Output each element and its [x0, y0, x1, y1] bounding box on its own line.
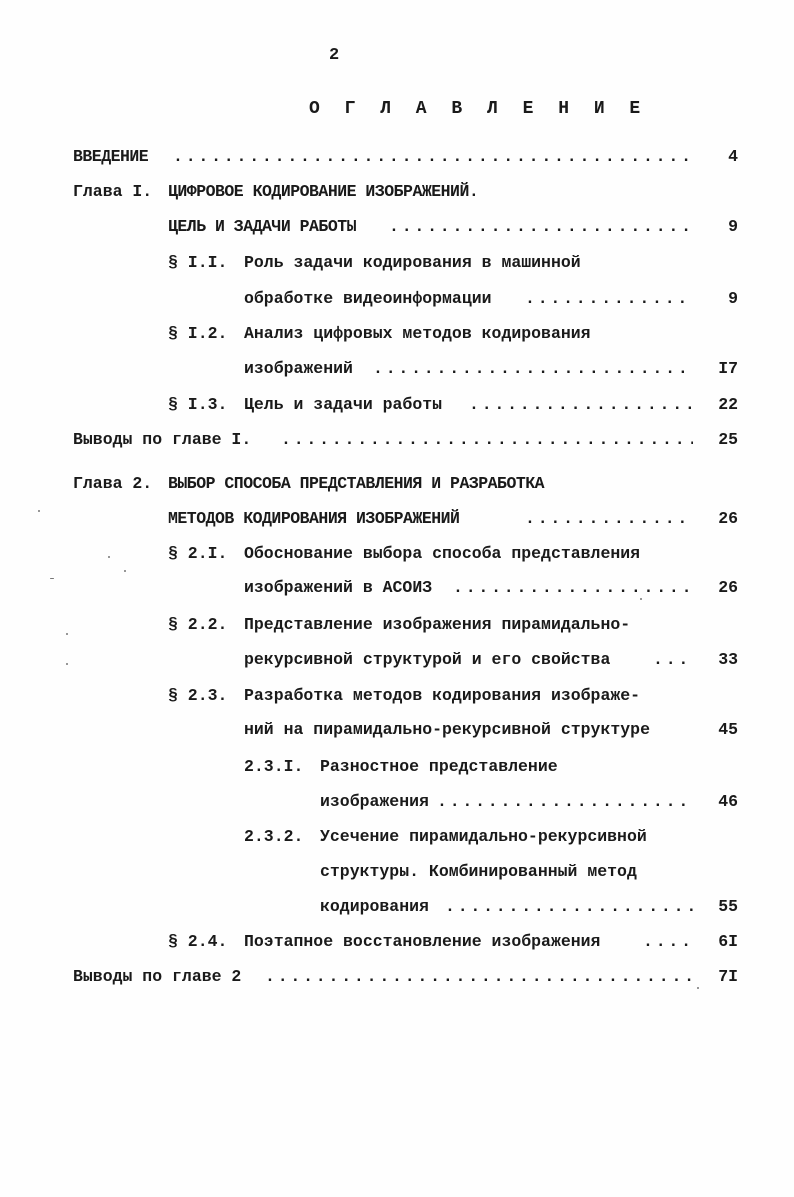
toc-subsection-2-3-2[interactable] — [73, 825, 738, 849]
dot-leader — [525, 507, 693, 531]
toc-subsection-2-3-2-cont2[interactable] — [73, 895, 738, 919]
toc-title: О Г Л А В Л Е Н И Е — [309, 99, 648, 119]
toc-section-1-1[interactable] — [73, 251, 738, 275]
section-title-line2: ний на пирамидально-рекурсивной структуре — [244, 720, 650, 739]
toc-page-number: 9 — [728, 217, 738, 236]
toc-page-number: 6I — [718, 932, 738, 951]
toc-section-1-3[interactable] — [73, 393, 738, 417]
toc-subsection-2-3-1-cont[interactable] — [73, 790, 738, 814]
scan-speck — [124, 570, 126, 572]
section-title-line1: Поэтапное восстановление изображения — [244, 932, 601, 951]
toc-page-number: 4 — [728, 147, 738, 166]
toc-section-1-2-cont[interactable] — [73, 357, 738, 381]
page-number: 2 — [329, 46, 340, 65]
toc-section-1-1-cont[interactable] — [73, 287, 738, 311]
dot-leader — [173, 145, 693, 169]
section-title-line1: Цель и задачи работы — [244, 395, 443, 414]
subsection-title-line2: структуры. Комбинированный метод — [320, 862, 637, 881]
section-title-line2: рекурсивной структурой и его свойства — [244, 650, 611, 669]
section-title-line1: Обоснование выбора способа представления — [244, 544, 641, 563]
toc-section-1-2[interactable] — [73, 322, 738, 346]
toc-entry-intro[interactable] — [73, 145, 738, 169]
dot-leader — [525, 287, 693, 311]
subsection-title-line1: Усечение пирамидально-рекурсивной — [320, 827, 647, 846]
toc-subsection-2-3-1[interactable] — [73, 755, 738, 779]
chapter-prefix: Глава 2. — [73, 474, 153, 493]
dot-leader — [265, 965, 693, 989]
chapter-title-line1: ЦИФРОВОЕ КОДИРОВАНИЕ ИЗОБРАЖЕНИЙ. — [168, 182, 479, 201]
dot-leader — [469, 393, 693, 417]
toc-section-2-3-cont[interactable] — [73, 718, 738, 742]
toc-section-2-1[interactable] — [73, 542, 738, 566]
subsection-title-line2: изображения — [320, 792, 429, 811]
toc-page-number: 9 — [728, 289, 738, 308]
section-title-line1: Разработка методов кодирования изображе- — [244, 686, 641, 705]
scan-speck — [108, 556, 110, 558]
toc-page-number: 25 — [718, 430, 738, 449]
toc-section-2-4[interactable] — [73, 930, 738, 954]
section-number: § I.I. — [168, 253, 228, 272]
subsection-title-line3: кодирования — [320, 897, 429, 916]
section-number: § I.3. — [168, 395, 228, 414]
toc-subsection-2-3-2-cont[interactable] — [73, 860, 738, 884]
subsection-number: 2.3.I. — [244, 757, 304, 776]
dot-leader — [437, 790, 693, 814]
dot-leader — [281, 428, 693, 452]
scan-speck — [640, 598, 642, 600]
toc-chapter-2-heading-cont[interactable] — [73, 507, 738, 531]
toc-entry-label: ВВЕДЕНИЕ — [73, 147, 149, 166]
subsection-title-line1: Разностное представление — [320, 757, 558, 776]
section-number: § 2.3. — [168, 686, 228, 705]
conclusions-label: Выводы по главе 2 — [73, 967, 242, 986]
dot-leader — [389, 215, 693, 239]
scan-speck — [66, 633, 68, 635]
toc-page-number: 45 — [718, 720, 738, 739]
toc-section-2-3[interactable] — [73, 684, 738, 708]
conclusions-label: Выводы по главе I. — [73, 430, 252, 449]
toc-section-2-1-cont[interactable] — [73, 576, 738, 600]
toc-page-number: 26 — [718, 509, 738, 528]
toc-section-2-2-cont[interactable] — [73, 648, 738, 672]
toc-page-number: 26 — [718, 578, 738, 597]
toc-page-number: 22 — [718, 395, 738, 414]
section-title-line2: изображений в АСОИЗ — [244, 578, 433, 597]
section-title-line2: изображений — [244, 359, 353, 378]
scan-speck — [66, 663, 68, 665]
dot-leader — [373, 357, 693, 381]
dot-leader — [453, 576, 693, 600]
scan-speck — [38, 510, 40, 512]
toc-page-number: 55 — [718, 897, 738, 916]
chapter-title-line2: МЕТОДОВ КОДИРОВАНИЯ ИЗОБРАЖЕНИЙ — [168, 509, 460, 528]
section-number: § 2.I. — [168, 544, 228, 563]
toc-section-2-2[interactable] — [73, 613, 738, 637]
chapter-title-line1: ВЫБОР СПОСОБА ПРЕДСТАВЛЕНИЯ И РАЗРАБОТКА — [168, 474, 545, 493]
toc-page-number: 46 — [718, 792, 738, 811]
section-title-line2: обработке видеоинформации — [244, 289, 492, 308]
toc-chapter-2-heading[interactable] — [73, 472, 738, 496]
subsection-number: 2.3.2. — [244, 827, 304, 846]
section-number: § 2.2. — [168, 615, 228, 634]
toc-chapter-2-conclusions[interactable] — [73, 965, 738, 989]
toc-page-number: 7I — [718, 967, 738, 986]
toc-page-number: I7 — [718, 359, 738, 378]
section-title-line1: Представление изображения пирамидально- — [244, 615, 631, 634]
section-number: § 2.4. — [168, 932, 228, 951]
dot-leader — [445, 895, 693, 919]
toc-chapter-1-conclusions[interactable] — [73, 428, 738, 452]
section-title-line1: Анализ цифровых методов кодирования — [244, 324, 591, 343]
toc-page-number: 33 — [718, 650, 738, 669]
section-title-line1: Роль задачи кодирования в машинной — [244, 253, 581, 272]
chapter-prefix: Глава I. — [73, 182, 153, 201]
scan-speck — [50, 578, 54, 579]
toc-chapter-1-heading-cont[interactable] — [73, 215, 738, 239]
scan-speck — [697, 987, 699, 989]
toc-chapter-1-heading[interactable] — [73, 180, 738, 204]
section-number: § I.2. — [168, 324, 228, 343]
dot-leader — [643, 930, 693, 954]
chapter-title-line2: ЦЕЛЬ И ЗАДАЧИ РАБОТЫ — [168, 217, 357, 236]
dot-leader — [653, 648, 693, 672]
